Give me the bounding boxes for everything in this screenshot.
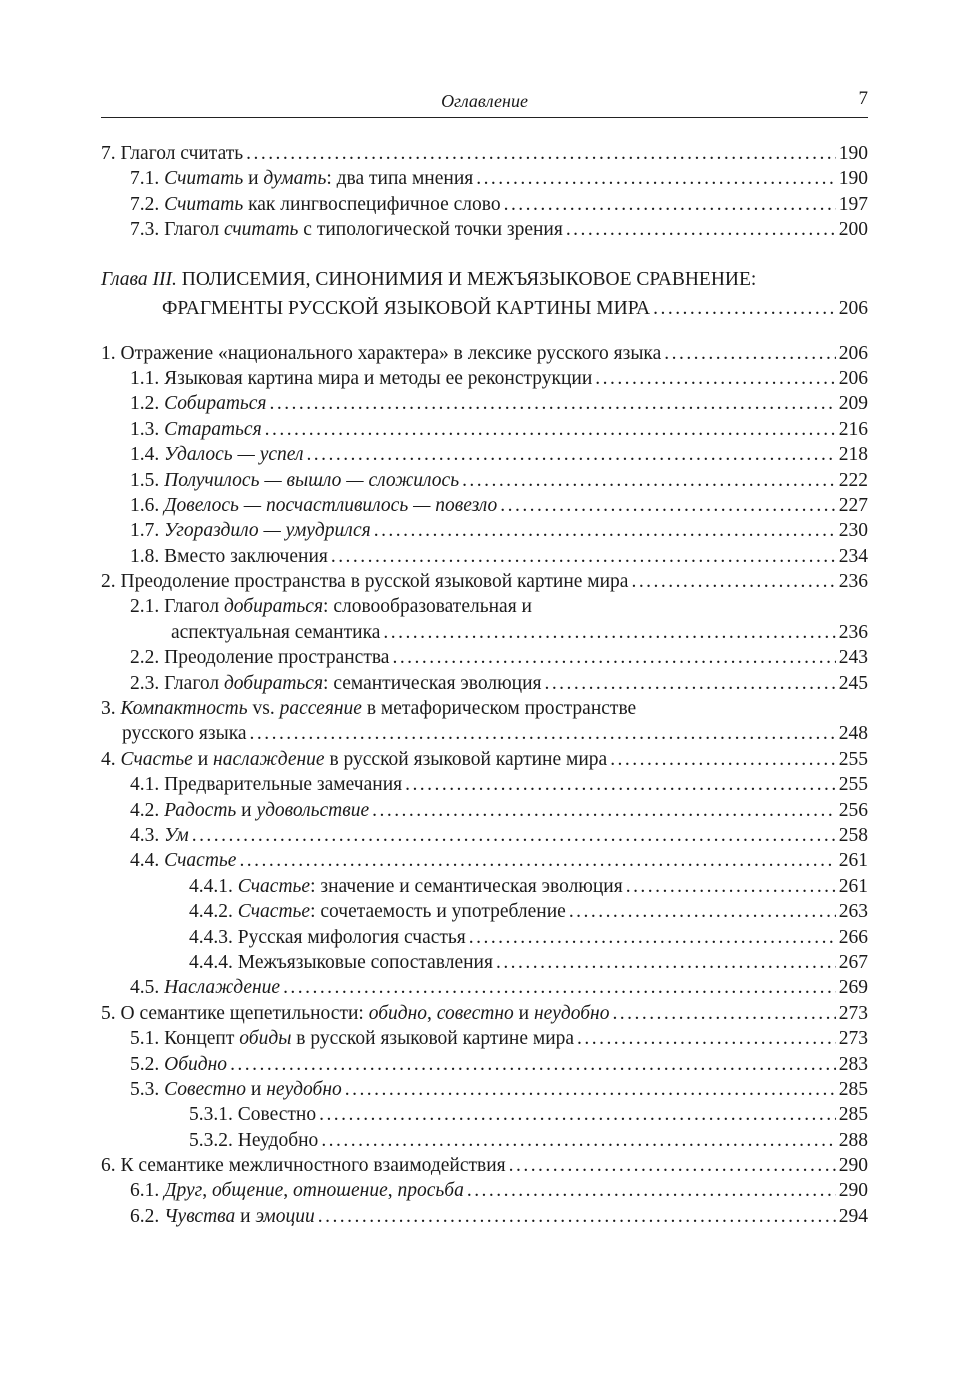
toc-entry[interactable] [101,798,868,823]
entry-title-part: Ум [164,824,189,846]
entry-number: 5. [101,1002,116,1024]
toc-entry[interactable] [101,468,868,493]
entry-number: 1.2. [130,393,160,415]
entry-number: 4.4.1. [189,875,233,897]
entry-title-part: Совестно [164,1078,247,1100]
entry-page-number: 266 [838,926,868,948]
leader-dots [374,518,836,543]
entry-title-part: Удалось — успел [164,444,304,466]
entry-title [101,696,636,721]
toc-group-chapter-2-tail [101,141,868,243]
entry-title [130,417,262,442]
leader-dots [496,950,836,975]
entry-page-number: 261 [838,850,868,872]
entry-number: 1. [101,342,116,364]
entry-title-part: Чувства [164,1205,236,1227]
entry-title [130,1204,315,1229]
entry-title [130,594,532,619]
entry-title-part: Совестно [237,1104,317,1126]
entry-number: 7.2. [130,193,160,215]
entry-title-part: просьба [397,1180,464,1202]
chapter-title-line1: ПОЛИСЕМИЯ, СИНОНИМИЯ И МЕЖЪЯЗЫКОВОЕ СРАВНЕНИЕ: [181,268,757,290]
entry-number: 5.2. [130,1053,160,1075]
entry-title-part: Довелось — посчастливилось — повезло [164,494,498,516]
entry-title-part: Русская мифология счастья [237,926,466,948]
entry-title-part: : сочетаемость и употребление [310,901,566,923]
entry-title-part: в русской языковой картине мира [324,748,608,770]
entry-title-part: Счастье [237,901,311,923]
entry-number: 1.1. [130,367,160,389]
entry-number: 7. [101,143,116,164]
entry-page-number: 294 [838,1205,868,1227]
entry-title-part: Вместо заключения [164,545,328,567]
entry-title [101,1153,506,1178]
entry-page-number: 248 [838,723,868,745]
toc-entry[interactable] [101,925,868,950]
entry-title-part: отношение [293,1180,388,1202]
entry-number: 4.3. [130,824,160,846]
entry-title [130,848,236,873]
entry-title-part: Наслаждение [164,977,281,999]
entry-page-number: 197 [838,193,868,215]
entry-page-number: 283 [838,1053,868,1075]
toc-entry[interactable] [101,391,868,416]
leader-dots [283,975,836,1000]
entry-number: 5.3. [130,1078,160,1100]
entry-title-part: К семантике межличностного взаимодействия [120,1155,506,1177]
leader-dots [569,899,836,924]
entry-title-part: Угораздило — умудрился [164,520,371,542]
entry-title [189,874,623,899]
toc-entry-continuation[interactable] [101,721,868,746]
leader-dots [372,798,836,823]
toc-entry[interactable] [101,442,868,467]
entry-page-number: 230 [838,520,868,542]
leader-dots [595,366,835,391]
toc-entry-continuation[interactable] [101,620,868,645]
toc-entry[interactable] [101,874,868,899]
entry-number: 2.2. [130,647,160,669]
toc-entry[interactable] [101,544,868,569]
entry-number: 5.1. [130,1028,160,1050]
entry-page-number: 206 [838,342,868,364]
entry-title-part: : два типа мнения [326,168,474,190]
entry-title [130,518,371,543]
toc-entry[interactable] [101,950,868,975]
toc-entry[interactable] [101,594,868,619]
entry-title [189,899,566,924]
leader-dots [306,442,835,467]
entry-title [130,1026,574,1051]
entry-page-number: 190 [838,168,868,190]
entry-title [130,468,459,493]
entry-page-number: 209 [838,393,868,415]
leader-dots [270,391,836,416]
leader-dots [239,848,835,873]
leader-dots [462,468,836,493]
entry-title-part: Получилось — вышло — сложилось [164,469,460,491]
entry-title-part: и [236,799,257,821]
entry-page-number: 218 [838,444,868,466]
entry-number: 4.4.3. [189,926,233,948]
leader-dots [504,192,836,217]
entry-title [130,671,541,696]
toc-entry[interactable] [101,1102,868,1127]
entry-page-number: 269 [838,977,868,999]
entry-page-number: 285 [838,1078,868,1100]
leader-dots [345,1077,836,1102]
entry-title-part: , [202,1180,213,1202]
entry-title-part: Счастье [237,875,311,897]
toc-entry[interactable] [101,899,868,924]
leader-dots [467,1178,836,1203]
entry-title-part: Глагол считать [120,143,244,164]
entry-title-part: : значение и семантическая эволюция [310,875,623,897]
entry-title-part: в русской языковой картине мира [291,1028,575,1050]
entry-title-part: обиды [239,1028,292,1050]
toc-entry[interactable] [101,975,868,1000]
entry-page-number: 234 [838,545,868,567]
entry-title [130,166,473,191]
toc-entry[interactable] [101,1153,868,1178]
entry-page-number: 255 [838,774,868,796]
entry-number: 3. [101,698,116,720]
entry-title [189,925,466,950]
entry-title-part: эмоции [255,1205,315,1227]
entry-title-part: рассеяние [279,698,362,720]
entry-title-part: О семантике щепетильности: [120,1002,369,1024]
entry-title [101,569,628,594]
entry-title-part: и [192,748,214,770]
chapter-heading-line2[interactable] [101,295,868,323]
header-page-number: 7 [858,88,868,109]
entry-number: 2.3. [130,672,160,694]
entry-number: 1.5. [130,469,160,491]
entry-number: 7.1. [130,168,160,190]
toc-entry[interactable] [101,1204,868,1229]
entry-title [130,1178,464,1203]
leader-dots [321,1128,835,1153]
entry-title [130,217,563,242]
entry-number: 4.5. [130,977,160,999]
toc-entry[interactable] [101,192,868,217]
entry-number: 6. [101,1155,116,1177]
entry-number: 1.7. [130,520,160,542]
toc-entry[interactable] [101,848,868,873]
entry-title-part: Глагол [164,219,224,241]
entry-page-number: 255 [838,748,868,770]
entry-title [189,950,493,975]
entry-page-number: 227 [838,494,868,516]
table-of-contents [101,141,868,1229]
entry-number: 1.8. [130,545,160,567]
entry-number: 7.3. [130,219,160,241]
entry-title-part: , [427,1002,437,1024]
entry-page-number: 290 [838,1180,868,1202]
leader-dots [319,1102,836,1127]
toc-entry[interactable] [101,772,868,797]
entry-page-number: 236 [838,571,868,593]
entry-number: 4. [101,748,116,770]
entry-page-number: 200 [838,219,868,241]
entry-title [130,1052,227,1077]
toc-entry[interactable] [101,166,868,191]
entry-number: 5.3.1. [189,1104,233,1126]
entry-title [130,493,497,518]
entry-title [101,141,243,166]
entry-title-part: Обидно [164,1053,228,1075]
entry-title-part: общение [212,1180,284,1202]
entry-title [130,645,389,670]
toc-entry[interactable] [101,141,868,166]
entry-number: 4.2. [130,799,160,821]
entry-title-part: Преодоление пространства в русской языковой картине мира [120,571,629,593]
entry-title-part: с типологической точки зрения [298,219,563,241]
leader-dots [566,217,836,242]
entry-number: 4.4.4. [189,951,233,973]
toc-entry[interactable] [101,823,868,848]
entry-title [189,1128,318,1153]
entry-title-part: Счастье [120,748,193,770]
entry-title [130,442,303,467]
toc-entry[interactable] [101,217,868,242]
toc-entry[interactable] [101,696,868,721]
leader-dots [265,417,836,442]
entry-number: 4.1. [130,774,160,796]
entry-title [130,975,280,1000]
entry-page-number: 273 [838,1028,868,1050]
entry-title [101,341,661,366]
entry-title [189,1102,316,1127]
entry-number: 6.1. [130,1180,160,1202]
leader-dots [544,671,835,696]
entry-title-part: думать [263,168,327,190]
entry-page-number: 290 [838,1155,868,1177]
leader-dots [469,925,836,950]
entry-title-part: добираться [223,672,324,694]
leader-dots [631,569,835,594]
entry-title-part: Языковая картина мира и методы ее реконструкции [164,367,593,389]
chapter-page: 206 [838,297,868,319]
entry-title-part: наслаждение [213,748,325,770]
entry-title-part: Отражение «национального характера» в лексике русского языка [120,342,662,364]
toc-group-chapter-3 [101,341,868,1230]
entry-title-part: удовольствие [256,799,370,821]
entry-title-part: : словообразовательная и [323,596,532,618]
leader-dots [192,823,836,848]
entry-title-part: неудобно [533,1002,610,1024]
entry-title [130,798,369,823]
entry-title [101,1001,609,1026]
entry-page-number: 267 [838,951,868,973]
leader-dots [392,645,835,670]
leader-dots [577,1026,836,1051]
entry-title-part: и [243,168,264,190]
entry-title-part: как лингвоспецифичное слово [243,193,501,215]
entry-title-part: и [235,1205,256,1227]
entry-page-number: 258 [838,824,868,846]
entry-title-part: обидно [368,1002,428,1024]
entry-page-number: 236 [838,621,868,643]
entry-number: 6.2. [130,1205,160,1227]
entry-title [101,747,607,772]
entry-page-number: 288 [838,1129,868,1151]
entry-number: 4.4. [130,850,160,872]
toc-entry[interactable] [101,1128,868,1153]
leader-dots [331,544,836,569]
entry-number: 4.4.2. [189,901,233,923]
entry-title-part: Друг [164,1180,203,1202]
entry-title-part: в метафорическом пространстве [361,698,637,720]
entry-title-part: Считать [164,168,244,190]
entry-title-part: Счастье [164,850,237,872]
entry-title-part: Глагол [164,596,224,618]
leader-dots [383,620,835,645]
leader-dots [664,341,835,366]
entry-title-part: Считать [164,193,244,215]
entry-page-number: 190 [838,143,868,164]
entry-title-continuation: русского языка [122,723,247,745]
leader-dots [612,1001,835,1026]
entry-page-number: 285 [838,1104,868,1126]
entry-number: 1.4. [130,444,160,466]
toc-entry[interactable] [101,493,868,518]
entry-page-number: 243 [838,647,868,669]
leader-dots [509,1153,836,1178]
toc-entry[interactable] [101,417,868,442]
entry-page-number: 206 [838,367,868,389]
entry-page-number: 216 [838,418,868,440]
leader-dots [318,1204,836,1229]
entry-title-part: Концепт [164,1028,240,1050]
entry-title [130,772,402,797]
entry-title [130,366,592,391]
toc-entry[interactable] [101,1178,868,1203]
leader-dots [230,1052,836,1077]
toc-entry[interactable] [101,1026,868,1051]
entry-title-part: и [513,1002,534,1024]
entry-title-part: и [246,1078,267,1100]
entry-title-part: , [283,1180,294,1202]
entry-title-part: добираться [223,596,324,618]
leader-dots [610,747,836,772]
entry-title-part: Неудобно [237,1129,319,1151]
toc-entry[interactable] [101,1001,868,1026]
entry-number: 1.6. [130,494,160,516]
leader-dots [500,493,835,518]
spacer [101,243,868,265]
entry-page-number: 222 [838,469,868,491]
entry-title-part: Собираться [164,393,267,415]
entry-title-part: совестно [436,1002,514,1024]
toc-entry[interactable] [101,645,868,670]
entry-title [130,391,267,416]
entry-page-number: 256 [838,799,868,821]
entry-title [130,544,328,569]
toc-entry[interactable] [101,341,868,366]
spacer [101,323,868,341]
toc-entry[interactable] [101,747,868,772]
entry-title-part: Радость [164,799,237,821]
toc-entry[interactable] [101,366,868,391]
chapter-title-line2: ФРАГМЕНТЫ РУССКОЙ ЯЗЫКОВОЙ КАРТИНЫ МИРА [162,297,651,319]
chapter-label: Глава III. [101,268,177,290]
toc-entry[interactable] [101,569,868,594]
entry-page-number: 273 [838,1002,868,1024]
chapter-heading-line1 [101,265,868,295]
leader-dots [250,721,836,746]
entry-title-part: Стараться [164,418,262,440]
entry-title-part: Межъязыковые сопоставления [237,951,493,973]
entry-title [130,192,501,217]
entry-title-continuation: аспектуальная семантика [171,621,381,643]
entry-title-part: считать [223,219,299,241]
entry-title [130,823,189,848]
entry-title-part: Преодоление пространства [164,647,390,669]
entry-title-part: неудобно [266,1078,342,1100]
entry-page-number: 245 [838,672,868,694]
entry-title-part: Компактность [120,698,248,720]
toc-entry[interactable] [101,518,868,543]
chapter-heading [101,265,868,323]
toc-entry[interactable] [101,1077,868,1102]
leader-dots [626,874,836,899]
entry-title-part: , [387,1180,398,1202]
leader-dots [476,166,836,191]
entry-page-number: 261 [838,875,868,897]
entry-number: 2.1. [130,596,160,618]
entry-page-number: 263 [838,901,868,923]
toc-entry[interactable] [101,671,868,696]
entry-title-part: Глагол [164,672,224,694]
entry-number: 1.3. [130,418,160,440]
entry-title-part: : семантическая эволюция [323,672,542,694]
entry-number: 5.3.2. [189,1129,233,1151]
entry-title-part: Предварительные замечания [164,774,403,796]
entry-title [130,1077,342,1102]
entry-title-part: vs. [247,698,280,720]
leader-dots [405,772,836,797]
leader-dots [246,141,836,166]
running-header [101,86,868,118]
leader-dots [653,295,836,323]
header-title: Оглавление [441,91,528,111]
toc-entry[interactable] [101,1052,868,1077]
entry-number: 2. [101,571,116,593]
